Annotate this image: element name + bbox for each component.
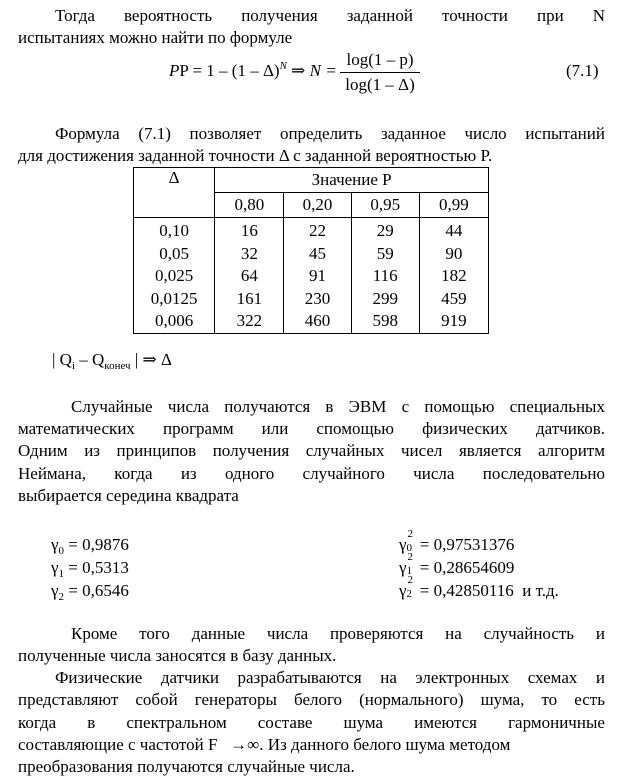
p-value-cell: 0,99 <box>419 193 488 218</box>
intro-word: N <box>592 6 605 25</box>
para1-line-2: для достижения заданной точности Δ с заданной вероятностью P. <box>18 146 493 165</box>
para1-word: позволяет <box>189 124 262 143</box>
para4-word: электронных <box>415 668 510 687</box>
para2-word: алгоритм <box>537 441 605 460</box>
para3-word: на <box>445 624 462 643</box>
trials-value: 116 <box>372 266 398 286</box>
para2-word: специальных <box>509 397 605 416</box>
para4-word: шума <box>343 713 384 732</box>
para1-word: определить <box>279 124 363 143</box>
para2-word: является <box>458 441 522 460</box>
formula-denominator: log(1 – Δ) <box>345 75 415 94</box>
para2-word: Случайные <box>71 397 153 416</box>
para2-line-5: выбирается середина квадрата <box>18 486 239 505</box>
trials-value: 59 <box>376 243 394 263</box>
trials-value: 32 <box>240 243 258 263</box>
trials-value: 29 <box>376 221 394 240</box>
gamma-entry: $\gamma_2 = 0,6546$ <box>51 581 129 603</box>
p-value-cell: 0,20 <box>284 193 351 218</box>
para2-word: из <box>84 441 101 460</box>
para2-word: чисел <box>400 441 443 460</box>
trials-value: 299 <box>372 288 398 308</box>
para4-l4-end: . Из данного белого шума методом <box>259 735 511 754</box>
intro-word: при <box>536 6 564 25</box>
delta-value: 0,006 <box>155 311 194 331</box>
p-value-cell: 0,95 <box>351 193 419 218</box>
para4-word: составе <box>257 713 313 732</box>
para2-word: одного <box>224 464 275 483</box>
para4-word: датчики <box>160 668 220 687</box>
trials-value: 459 <box>441 288 467 308</box>
para2-word: Неймана, <box>18 464 86 483</box>
para4-word: белого <box>294 690 343 709</box>
para3-word: Кроме <box>71 624 118 643</box>
para3-line-2: полученные числа заносятся в базу данных. <box>18 646 337 665</box>
trials-value: 91 <box>309 266 327 286</box>
abs-difference-formula <box>52 350 172 370</box>
intro-line-1 <box>55 6 605 26</box>
para4-l4-arrow: →∞ <box>230 735 260 754</box>
para1-word: число <box>464 124 507 143</box>
para2-line-3 <box>18 441 605 461</box>
para4-word: имеются <box>414 713 478 732</box>
para4-word: Физические <box>55 668 143 687</box>
values-row <box>134 218 489 334</box>
gamma-entry: $\gamma_0 = 0,9876$ <box>51 535 129 557</box>
trials-value: 182 <box>441 266 467 286</box>
para1-word: Формула <box>55 124 120 143</box>
para2-word: последовательно <box>482 464 605 483</box>
para2-word: программ <box>162 419 234 438</box>
para2-word: Одним <box>18 441 68 460</box>
para3-word: проверяются <box>329 624 424 643</box>
para1-line-1 <box>55 124 605 144</box>
intro-word: заданной <box>346 6 413 25</box>
trials-value: 322 <box>236 311 263 331</box>
para2-word: случайных <box>305 441 385 460</box>
formula-numerator: log(1 – p) <box>346 50 414 69</box>
formula-number: (7.1) <box>566 61 599 80</box>
para4-line-4 <box>18 735 510 755</box>
trials-value: 16 <box>240 221 258 240</box>
p-value-cell: 0,80 <box>215 193 284 218</box>
delta-value: 0,0125 <box>150 288 198 308</box>
gamma-entry: γ 1 2 = 0,28654609 <box>399 551 515 577</box>
para2-word: когда <box>114 464 153 483</box>
para4-word: схемах <box>527 668 578 687</box>
formula-lhs-text: P = 1 – (1 – Δ) <box>179 61 280 80</box>
para2-word: принципов <box>116 441 197 460</box>
trials-column-cell <box>351 218 419 334</box>
para2-word: физических <box>422 419 508 438</box>
formula-lhs: PP = 1 – (1 – Δ)$^N$ ⇒ N = <box>169 60 337 80</box>
para2-word: математических <box>18 419 135 438</box>
abs-sub-end: конеч <box>104 360 131 372</box>
para2-word: датчиков. <box>535 419 605 438</box>
gamma-entry: $\gamma_1 = 0,5313$ <box>51 558 129 580</box>
para2-word: с <box>401 397 410 416</box>
para2-word: получения <box>212 441 290 460</box>
trials-value: 230 <box>304 288 331 308</box>
para3-word: случайность <box>483 624 575 643</box>
delta-value: 0,05 <box>159 243 189 263</box>
formula-fraction <box>340 50 420 95</box>
para2-line-2 <box>18 419 605 439</box>
formula-arrow: ⇒ <box>291 61 306 80</box>
intro-word: Тогда <box>55 6 95 25</box>
para4-word: спектральном <box>126 713 227 732</box>
para2-word: спомощью <box>316 419 395 438</box>
para2-word: в <box>325 397 334 416</box>
para4-word: есть <box>574 690 605 709</box>
para2-word: или <box>261 419 289 438</box>
para2-word: ЭВМ <box>348 397 387 416</box>
trials-value: 598 <box>372 311 398 331</box>
para4-word: гармоничные <box>508 713 605 732</box>
para1-word: (7.1) <box>138 124 171 143</box>
trials-value: 44 <box>445 221 463 240</box>
abs-left: | Q <box>52 350 72 369</box>
para4-line-1 <box>55 668 605 688</box>
trials-value: 161 <box>236 288 263 308</box>
para4-word: на <box>380 668 397 687</box>
para4-line-3 <box>18 713 605 733</box>
delta-values-cell <box>134 218 215 334</box>
abs-sub-i: i <box>71 360 75 372</box>
abs-right: | ⇒ Δ <box>130 350 172 369</box>
para3-word: и <box>595 624 605 643</box>
para4-word: то <box>541 690 558 709</box>
para4-word: собой <box>135 690 178 709</box>
p-header: Значение P <box>215 168 489 193</box>
intro-word: получения <box>241 6 318 25</box>
para3-word: данные <box>191 624 246 643</box>
trials-value: 460 <box>304 311 331 331</box>
intro-word: точности <box>442 6 508 25</box>
abs-mid: – Q <box>75 350 105 369</box>
fraction-bar <box>340 72 420 73</box>
para1-word: испытаний <box>525 124 605 143</box>
para3-word: числа <box>266 624 309 643</box>
delta-header: Δ <box>134 168 215 218</box>
para4-word: (нормального) <box>359 690 464 709</box>
para4-word: разрабатываются <box>237 668 362 687</box>
para4-line-5: преобразования получаются случайные числа. <box>18 757 355 776</box>
para4-word: генераторы <box>194 690 277 709</box>
para2-word: случайного <box>302 464 385 483</box>
delta-value: 0,025 <box>155 266 194 286</box>
para1-word: заданное <box>380 124 446 143</box>
para4-word: представляют <box>18 690 119 709</box>
intro-line-2: испытаниях можно найти по формуле <box>18 28 293 47</box>
para2-word: числа <box>413 464 455 483</box>
para4-word: в <box>87 713 96 732</box>
trials-column-cell <box>215 218 284 334</box>
trials-value: 919 <box>441 311 467 331</box>
trials-value: 45 <box>309 243 327 263</box>
intro-word: вероятность <box>123 6 213 25</box>
para4-word: и <box>595 668 605 687</box>
para4-line-2 <box>18 690 605 710</box>
para2-line-1 <box>71 397 605 417</box>
trials-table <box>133 167 489 334</box>
gamma-entry: γ 0 2 = 0,97531376 <box>399 528 515 554</box>
gamma-entry: γ 2 2 = 0,42850116 и т.д. <box>399 574 559 600</box>
para2-word: числа <box>167 397 210 416</box>
para4-word: шума, <box>480 690 525 709</box>
trials-column-cell <box>419 218 488 334</box>
para4-l4-start: составляющие с частотой F <box>18 735 218 754</box>
para3-word: того <box>139 624 170 643</box>
para2-word: получаются <box>224 397 311 416</box>
formula-exponent: N <box>279 60 287 72</box>
para2-word: помощью <box>424 397 495 416</box>
formula-n-equals: N = <box>309 61 337 80</box>
para2-word: из <box>180 464 197 483</box>
trials-value: 64 <box>240 266 258 286</box>
para4-word: когда <box>18 713 57 732</box>
trials-column-cell <box>284 218 351 334</box>
para2-line-4 <box>18 464 605 484</box>
trials-value: 22 <box>309 221 327 240</box>
trials-value: 90 <box>445 243 463 263</box>
para3-line-1 <box>71 624 605 644</box>
delta-value: 0,10 <box>159 221 189 240</box>
